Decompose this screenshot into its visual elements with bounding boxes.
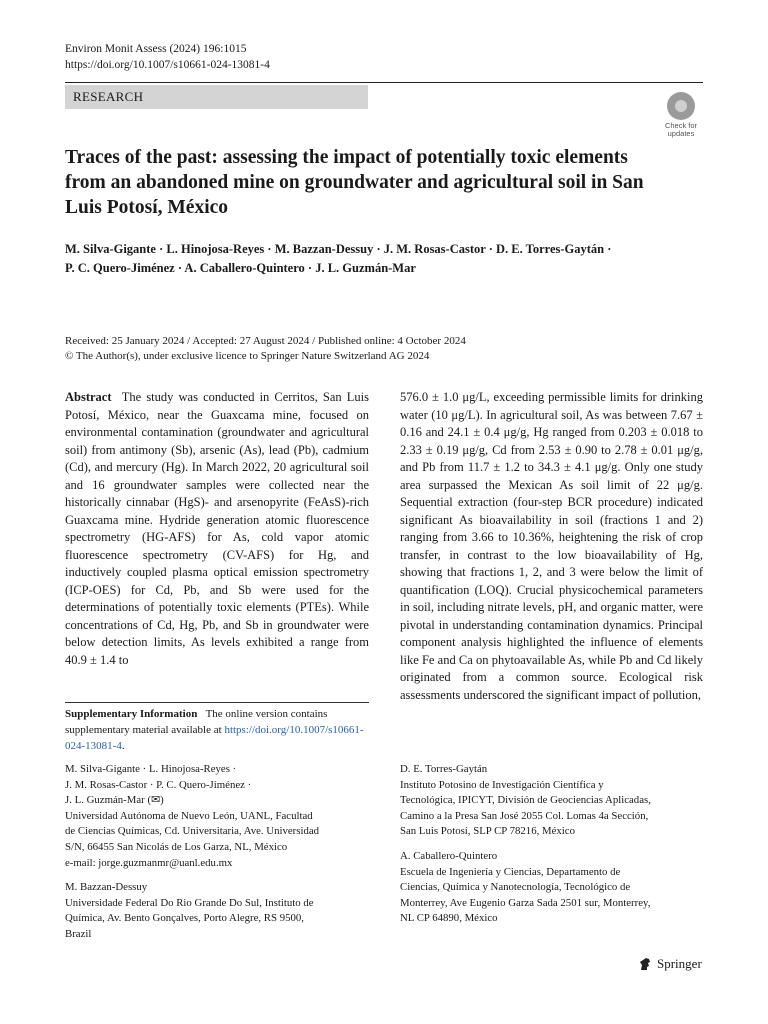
affiliation-line: NL CP 64890, México bbox=[400, 912, 498, 925]
abstract-column-left bbox=[65, 389, 369, 669]
journal-header bbox=[65, 41, 270, 73]
affiliation-line: J. M. Rosas-Castor · P. C. Quero-Jiménez · bbox=[65, 778, 252, 791]
publisher-logo bbox=[638, 955, 702, 973]
affiliation-line: A. Caballero-Quintero bbox=[400, 849, 498, 862]
section-label: RESEARCH bbox=[65, 85, 368, 109]
journal-doi[interactable]: https://doi.org/10.1007/s10661-024-13081-4 bbox=[65, 59, 270, 71]
copyright-line: © The Author(s), under exclusive licence to Springer Nature Switzerland AG 2024 bbox=[65, 350, 430, 362]
affiliation-line: M. Bazzan-Dessuy bbox=[65, 881, 148, 894]
affiliation-line: J. L. Guzmán-Mar (✉) bbox=[65, 794, 164, 807]
affiliation-line: Monterrey, Ave Eugenio Garza Sada 2501 sur, Monterrey, bbox=[400, 896, 651, 909]
affiliation-line: Tecnológica, IPICYT, División de Geociencias Aplicadas, bbox=[400, 794, 651, 807]
affiliations-right bbox=[400, 762, 700, 927]
affiliation-line: Instituto Potosino de Investigación Científica y bbox=[400, 778, 604, 791]
affiliation-line: Química, Av. Bento Gonçalves, Porto Alegre, RS 9500, bbox=[65, 912, 305, 925]
abstract-column-right bbox=[400, 389, 703, 704]
affiliation-spacer bbox=[65, 871, 365, 880]
affiliation-line: Brazil bbox=[65, 927, 92, 940]
abstract-text-part-2: 576.0 ± 1.0 μg/L, exceeding permissible limits for drinking water (10 μg/L). In agricultural soil, As was between 7.67 ± 0.16 and 24.1 ± 0.4 μg/g, Hg ranged from 0.203 ± 0.018 to 2.33 ± 0.19 μg/g, Cd from 2.53 ± 0.90 to 2.78 ± 0.01 μg/g, and Pb from 11.7 ± 1.2 to 34.3 ± 4.1 μg/g. Only one study area surpassed the Mexican As soil limit of 22 μg/g. Sequential extraction (four-step BCR procedure) indicated significant As bioavailability in soil (fractions 1 and 2) ranging from 3.66 to 10.36%, heightening the risk of crop transfer, in contrast to the low bioavailability of Hg, showing that fractions 1, 2, and 3 were below the limit of quantification (LOQ). Crucial physicochemical parameters in soil, including nitrate levels, pH, and organic matter, were pivotal in understanding contamination dynamics. Principal component analysis highlighted the influence of elements like Fe and Ca on phytoavailable As, while Pb and Cd likely originated from a common source. Ecological risk assessments underscored the significant impact of pollution, bbox=[400, 390, 704, 702]
abstract-label: Abstract bbox=[65, 390, 112, 404]
check-for-updates-badge[interactable] bbox=[660, 92, 702, 138]
check-updates-text: Check for updates bbox=[664, 121, 698, 138]
supplementary-link[interactable]: https://doi.org/10.1007/s10661-024-13081-4 bbox=[65, 724, 364, 752]
publisher-name: Springer bbox=[657, 956, 702, 971]
journal-citation: Environ Monit Assess (2024) 196:1015 bbox=[65, 43, 247, 55]
affiliation-line: Ciencias, Química y Nanotecnología, Tecnológico de bbox=[400, 881, 631, 894]
affiliation-block bbox=[400, 849, 700, 927]
affiliation-block bbox=[400, 762, 700, 840]
abstract-text-part-1: The study was conducted in Cerritos, San Luis Potosí, México, near the Guaxcama mine, focused on environmental contamination (groundwater and agricultural soil) from antimony (Sb), arsenic (As), lead (Pb), cadmium (Cd), and mercury (Hg). In March 2022, 20 agricultural soil and 16 groundwater samples were collected near the historically cinnabar (HgS)- and arsenopyrite (FeAsS)-rich Guaxcama mine. Hydride generation atomic fluorescence spectrometry (HG-AFS) for As, cold vapor atomic fluorescence spectrometry (CV-AFS) for Hg, and inductively coupled plasma optical emission spectrometry (ICP-OES) for Cd, Pb, and Sb were used for the determinations of potentially toxic elements (PTEs). While concentrations of Cd, Hg, Pb, and Sb in groundwater were below detection limits, As levels exhibited a range from 40.9 ± 1.4 to bbox=[65, 390, 370, 667]
supplementary-rule bbox=[65, 702, 369, 703]
affiliations-left bbox=[65, 762, 365, 943]
affiliation-line: San Luis Potosí, SLP CP 78216, México bbox=[400, 825, 575, 838]
affiliation-line: Universidade Federal Do Rio Grande Do Sul, Instituto de bbox=[65, 896, 314, 909]
affiliation-line: Camino a la Presa San José 2055 Col. Lomas 4a Sección, bbox=[400, 809, 649, 822]
supplementary-label: Supplementary Information bbox=[65, 708, 198, 720]
authors-line-1: M. Silva-Gigante · L. Hinojosa-Reyes · M. Bazzan-Dessuy · J. M. Rosas-Castor · D. E. Torres-Gaytán · bbox=[65, 242, 612, 256]
affiliation-line: Escuela de Ingeniería y Ciencias, Departamento de bbox=[400, 865, 621, 878]
date-history: Received: 25 January 2024 / Accepted: 27 August 2024 / Published online: 4 October 2024 bbox=[65, 335, 466, 347]
affiliation-line: e-mail: jorge.guzmanmr@uanl.edu.mx bbox=[65, 856, 233, 869]
supplementary-text: The online version contains supplementary material available at bbox=[65, 708, 328, 736]
authors-line-2: P. C. Quero-Jiménez · A. Caballero-Quintero · J. L. Guzmán-Mar bbox=[65, 261, 416, 275]
check-updates-icon bbox=[667, 92, 695, 120]
supplementary-info: Supplementary Information The online version contains supplementary material available at https://doi.org/10.1007/s10661-024-13081-4. bbox=[65, 708, 364, 752]
affiliation-block bbox=[65, 880, 365, 942]
affiliation-line: M. Silva-Gigante · L. Hinojosa-Reyes · bbox=[65, 763, 237, 775]
header-rule bbox=[65, 82, 703, 83]
affiliation-line: S/N, 66455 San Nicolás de Los Garza, NL, México bbox=[65, 840, 288, 853]
affiliation-line: D. E. Torres-Gaytán bbox=[400, 763, 488, 775]
affiliation-block bbox=[65, 762, 365, 871]
affiliation-line: de Ciencias Químicas, Cd. Universitaria, Ave. Universidad bbox=[65, 825, 320, 838]
springer-horse-icon bbox=[638, 957, 652, 971]
affiliation-line: Universidad Autónoma de Nuevo León, UANL, Facultad bbox=[65, 809, 313, 822]
publication-dates bbox=[65, 334, 705, 364]
article-title: Traces of the past: assessing the impact of potentially toxic elements from an abandoned mine on groundwater and agricultural soil in San Luis Potosí, México bbox=[65, 147, 644, 218]
affiliation-spacer bbox=[400, 840, 700, 849]
author-list bbox=[65, 240, 705, 278]
